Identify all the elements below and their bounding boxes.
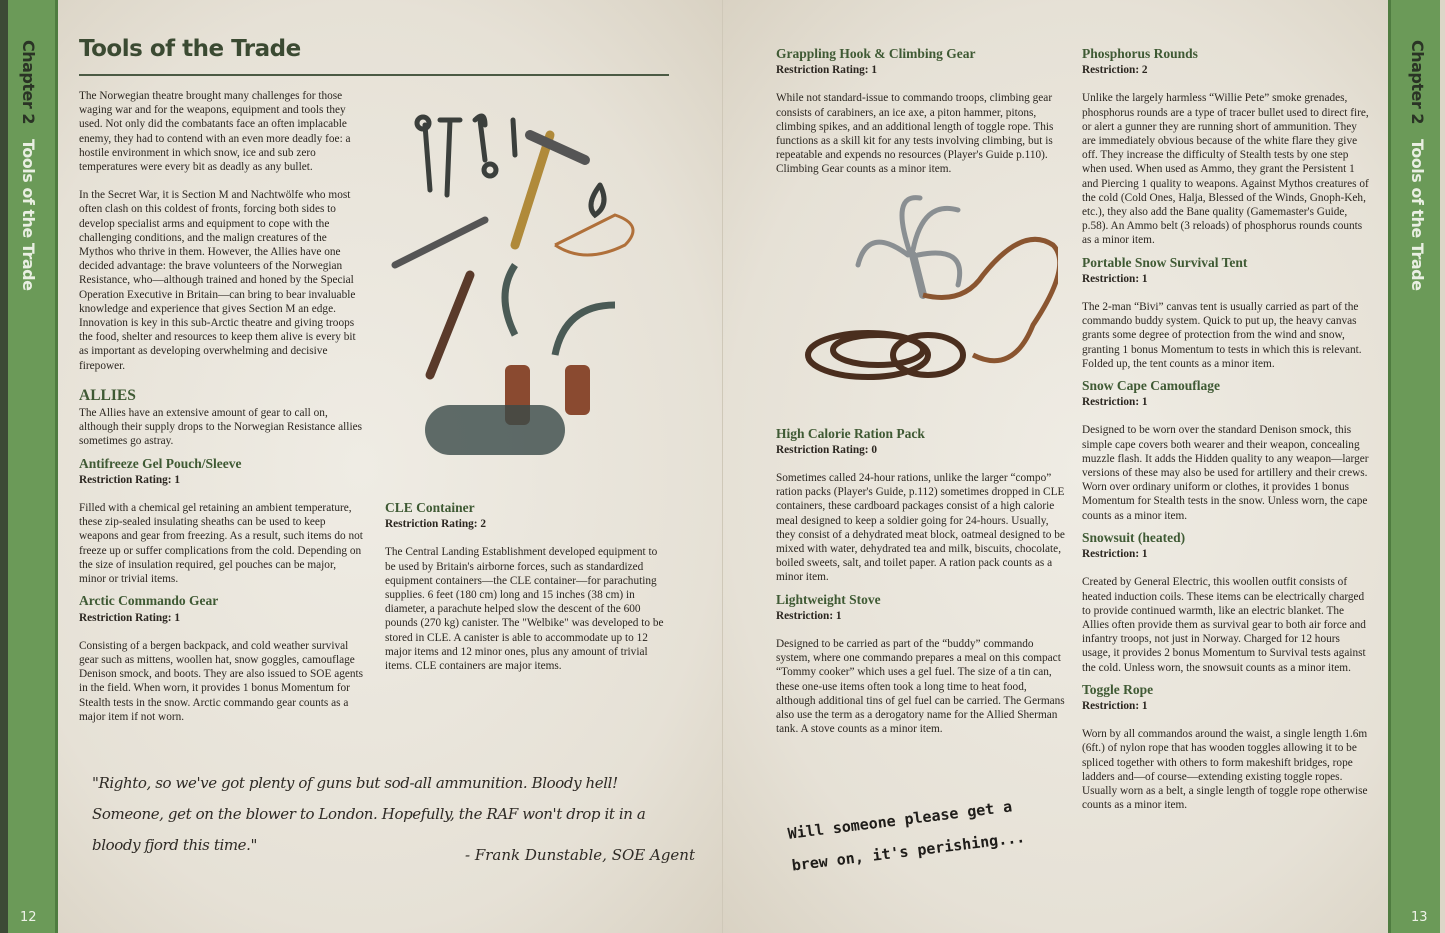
intro	[79, 89, 364, 738]
item-text: Sometimes called 24-hour rations, unlike the larger “compo” ration packs (Player's Guide, p.112) sometimes dropped in CLE containers, these cardboard packages consist of a high calorie meal designed to keep a soldier going for 24-hours. Usually, they consist of a dehydrated meat block, oatmeal designed to be mixed with water, dehydrated tea and milk, biscuits, chocolate, boiled sweets, salt, and toilet paper. A ration pack counts as a minor item.	[776, 472, 1065, 584]
chapter-title: Tools of the Trade	[1408, 139, 1427, 291]
item-text: While not standard-issue to commando troops, climbing gear consists of carabiners, an ice axe, a piton hammer, pitons, climbing spikes, and an additional length of toggle rope. This functions as a skill kit for any tests involving climbing, but is repeatable and expends no resources (Player's Guide p.110). Climbing Gear counts as a minor item.	[776, 92, 1054, 176]
item-heading: Arctic Commando Gear	[79, 593, 219, 609]
cle-container-section	[385, 501, 668, 687]
item-restriction: Restriction Rating: 2	[385, 518, 487, 531]
item-restriction: Restriction Rating: 1	[79, 611, 181, 624]
item-restriction: Restriction Rating: 0	[776, 443, 878, 456]
item-text: Filled with a chemical gel retaining an ambient temperature, these zip-sealed insulating sheaths can be used to keep weapons and gear from freezing. As a result, such items do not freeze up or suffer complications from the cold. Depending on the size of insulation required, gel pouches can be major, minor or trivial items.	[79, 502, 363, 586]
intro-paragraph: In the Secret War, it is Section M and Nachtwölfe who most often clash on this coldest of fronts, forcing both sides to develop specialist arms and equipment to cope with the challenging conditions, and the malign creatures of the Mythos who thrive in them. However, the Allies have one decided advantage: the brave volunteers of the Norwegian Resistance, who—although trained and honed by the Special Operation Executive in Britain—can bring to bear invaluable knowledge and experience that gives Section M an edge. Innovation is key in this sub-Arctic theatre and giving troops the food, shelter and resources to keep them alive is every bit as important as developing overwhelming and decisive firepower.	[79, 189, 356, 372]
item-restriction: Restriction Rating: 1	[776, 64, 878, 77]
page-title: Tools of the Trade	[79, 36, 301, 62]
chapter-tab	[1388, 0, 1445, 933]
item-text: Designed to be worn over the standard Denison smock, this simple cape covers both wearer and their weapon, concealing muzzle flash. It adds the Hidden quality to any weapon—larger versions of these may also be used for artillery and their crews. Worn over ordinary uniform or clothes, it provides 1 bonus Momentum for Stealth tests in the snow. Unless worn, the cape counts as a minor item.	[1082, 424, 1369, 522]
item-heading: High Calorie Ration Pack	[776, 425, 925, 441]
quote-text: "Righto, so we've got plenty of guns but sod-all ammunition. Bloody hell! Someone, get on the blower to London. Hopefully, the RAF won't drop it in a bloody fjord this time."	[92, 774, 646, 854]
left-page	[0, 0, 722, 933]
item-text: Unlike the largely harmless “Willie Pete” smoke grenades, phosphorus rounds are a type of tracer bullet used to direct fire, or alert a gunner they are running short of ammunition. They are immediately obvious because of the white flare they give off. They increase the difficulty of Stealth tests by one step when used. When used as Ammo, they grant the Persistent 1 and Piercing 1 quality to weapons. Against Mythos creatures of the cold (Cold Ones, Halja, Blessed of the Winds, Gnoph-Keh, etc.), they also add the Bane quality (Gamemaster's Guide, p.58). An Ammo belt (3 reloads) of phosphorus rounds counts as a minor item.	[1082, 92, 1369, 247]
item-text: Consisting of a bergen backpack, and cold weather survival gear such as mittens, woollen hat, snow goggles, camouflage Denison smock, and boots. They are also issued to SOE agents in the field. When worn, it provides 1 bonus Momentum for Stealth tests in the snow. Arctic commando gear counts as a major item if not worn.	[79, 639, 364, 723]
chapter-label: Chapter 2	[19, 40, 38, 124]
intro-paragraph: The Norwegian theatre brought many challenges for those waging war and for the weapons, equipment and tools they used. Not only did the combatants face an often implacable enemy, they had to contend with an even more deadly foe: a hostile environment in which snow, ice and sub zero temperatures were every bit as deadly as any bullet.	[79, 90, 351, 174]
item-restriction: Restriction: 1	[1082, 396, 1148, 409]
allies-text: The Allies have an extensive amount of gear to call on, although their supply drops to the Norwegian Resistance allies sometimes go astray.	[79, 407, 362, 448]
item-heading: Phosphorus Rounds	[1082, 46, 1198, 61]
item-restriction: Restriction Rating: 1	[79, 473, 181, 486]
quote-attribution: - Frank Dunstable, SOE Agent	[465, 846, 695, 864]
item-text: Created by General Electric, this woollen outfit consists of heated induction coils. These items can be electrically charged to provide continued warmth, like an electric blanket. The Allies often provide them as survival gear to both air force and infantry troops, not just in Norway. Charged for 12 hours usage, it provides 2 bonus Momentum to Survival tests against the cold. Unless worn, the snowsuit counts as a minor item.	[1082, 576, 1366, 674]
handwritten-note: Will someone please get a brew on, it's perishing...	[786, 797, 1027, 875]
right-column-2	[1082, 47, 1370, 826]
item-heading: Toggle Rope	[1082, 681, 1154, 697]
item-restriction: Restriction: 1	[1082, 548, 1148, 561]
item-restriction: Restriction: 1	[1082, 699, 1148, 712]
item-heading: Snow Cape Camouflage	[1082, 378, 1221, 394]
item-restriction: Restriction: 2	[1082, 64, 1148, 77]
page-number: 12	[20, 910, 37, 925]
item-text: The 2-man “Bivi” canvas tent is usually carried as part of the commando buddy system. Quick to put up, the heavy canvas grants some degree of protection from the wind and snow, granting 1 bonus Momentum to tests in which this is relevant. Folded up, the tent counts as a minor item.	[1082, 301, 1362, 370]
item-heading: Lightweight Stove	[776, 591, 881, 607]
item-text: Worn by all commandos around the waist, a single length 1.6m (6ft.) of nylon rope that has wooden toggles allowing it to be spliced together with others to form makeshift bridges, rope ladders and—of course—extending existing toggle ropes. Usually worn as a belt, a single length of toggle rope otherwise counts as a minor item.	[1082, 728, 1368, 812]
item-text: The Central Landing Establishment developed equipment to be used by Britain's airborne forces, such as standardized equipment containers—the CLE container—for parachuting supplies. 6 feet (180 cm) long and 15 inches (38 cm) in diameter, a parachute helped slow the descent of the 600 pounds (270 kg) canister. The "Welbike" was developed to be stored in CLE. A canister is able to accommodate up to 12 major items and 12 minor ones, plus any amount of trivial items. CLE containers are major items.	[385, 546, 664, 673]
chapter-tab	[0, 0, 58, 933]
climbing-tools-illustration	[385, 105, 665, 475]
page-number: 13	[1411, 910, 1428, 925]
item-heading: Snowsuit (heated)	[1082, 529, 1186, 545]
chapter-label: Chapter 2	[1408, 40, 1427, 124]
right-page	[722, 0, 1445, 933]
title-rule	[79, 74, 669, 76]
chapter-tab-label	[18, 40, 38, 291]
item-heading: CLE Container	[385, 500, 475, 515]
item-restriction: Restriction: 1	[776, 609, 842, 622]
chapter-title: Tools of the Trade	[19, 139, 38, 291]
chapter-tab-label	[1407, 40, 1427, 291]
item-heading: Portable Snow Survival Tent	[1082, 254, 1248, 270]
allies-heading: ALLIES	[79, 386, 136, 404]
grappling-hook-illustration	[798, 195, 1058, 415]
item-heading: Grappling Hook & Climbing Gear	[776, 46, 976, 61]
item-heading: Antifreeze Gel Pouch/Sleeve	[79, 455, 242, 471]
item-restriction: Restriction: 1	[1082, 272, 1148, 285]
item-text: Designed to be carried as part of the “buddy” commando system, where one commando prepares a meal on this compact “Tommy cooker” which uses a gel fuel. The size of a tin can, these one-use items often took a long time to heat food, although additional tins of gel fuel can be carried. The Germans also use the term as a derogatory name for the Allied Sherman tank. A stove counts as a minor item.	[776, 638, 1065, 736]
